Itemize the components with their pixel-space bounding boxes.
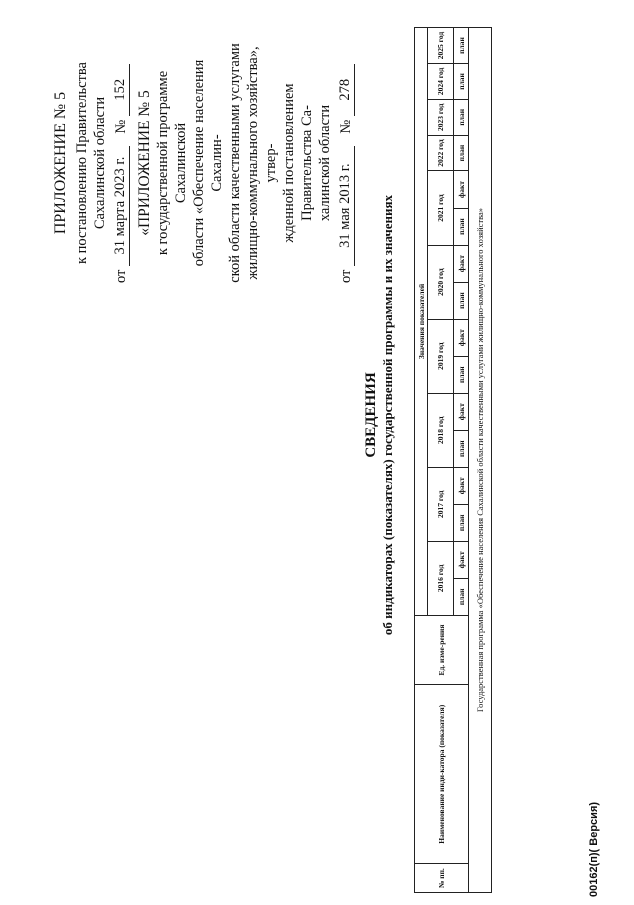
- inner-annex-line-6: халинской области: [317, 104, 333, 222]
- annex-date-line: [111, 43, 130, 283]
- header-year-2023: 2023 год: [428, 99, 454, 135]
- plan-cell: план: [454, 135, 469, 171]
- fact-cell: факт: [454, 467, 469, 504]
- annex-date: 31 марта 2023 г.: [111, 146, 130, 266]
- header-year-2019: 2019 год: [428, 319, 454, 393]
- plan-cell: план: [454, 282, 469, 319]
- header-year-2024: 2024 год: [428, 64, 454, 100]
- plan-cell: план: [454, 99, 469, 135]
- header-no: № пп.: [415, 864, 469, 893]
- annex-ot: от: [113, 269, 129, 283]
- fact-cell: факт: [454, 541, 469, 578]
- fact-cell: факт: [454, 393, 469, 430]
- inner-annex-line-5: жденной постановлением Правительства Са-: [281, 83, 315, 243]
- header-year-2018: 2018 год: [428, 393, 454, 467]
- header-unit: Ед. изме-рения: [415, 615, 469, 684]
- header-year-2016: 2016 год: [428, 541, 454, 615]
- plan-cell: план: [454, 430, 469, 467]
- inner-annex-line-3: ской области качественными услугами: [227, 43, 243, 283]
- table-header-row-1: [415, 28, 428, 893]
- plan-cell: план: [454, 578, 469, 615]
- annex-line-2: Сахалинской области: [92, 96, 108, 230]
- annex-title: ПРИЛОЖЕНИЕ № 5: [52, 91, 69, 235]
- plan-cell: план: [454, 504, 469, 541]
- program-row-text: Государственная программа «Обеспечение населения Сахалинской области качественными услугами жилищно-коммунального хозяйства»: [469, 28, 492, 893]
- header-year-2025: 2025 год: [428, 28, 454, 64]
- fact-cell: факт: [454, 171, 469, 208]
- table-program-row: [469, 28, 492, 893]
- annex-block: [52, 43, 355, 283]
- heading-subtitle: об индикаторах (показателях) государственной программы и их значениях: [380, 194, 395, 636]
- plan-cell: план: [454, 28, 469, 64]
- header-year-2017: 2017 год: [428, 467, 454, 541]
- annex-no-sign: №: [113, 119, 129, 134]
- fact-cell: факт: [454, 245, 469, 282]
- heading-block: [362, 65, 396, 765]
- inner-annex-line-2: области «Обеспечение населения Сахалин-: [191, 59, 225, 267]
- footer-code: 00162(п)( Версия): [588, 801, 600, 897]
- inner-annex-block: [136, 43, 355, 283]
- heading-title: СВЕДЕНИЯ: [363, 372, 379, 458]
- annex-line-1: к постановлению Правительства: [74, 62, 90, 264]
- annex-number: 152: [111, 64, 130, 116]
- inner-annex-no-sign: №: [338, 119, 354, 134]
- indicators-table: [414, 27, 492, 893]
- header-values: Значения показателей: [415, 28, 428, 616]
- inner-annex-number: 278: [336, 64, 355, 116]
- inner-annex-line-4: жилищно-коммунального хозяйства», утвер-: [245, 46, 279, 280]
- header-year-2020: 2020 год: [428, 245, 454, 319]
- plan-cell: план: [454, 64, 469, 100]
- inner-annex-line-1: к государственной программе Сахалинской: [155, 70, 189, 256]
- inner-annex-title: «ПРИЛОЖЕНИЕ № 5: [136, 90, 153, 236]
- inner-annex-date-line: [336, 43, 355, 283]
- header-name: Наименование инди-катора (показателя): [415, 685, 469, 864]
- header-year-2022: 2022 год: [428, 135, 454, 171]
- header-year-2021: 2021 год: [428, 171, 454, 245]
- fact-cell: факт: [454, 319, 469, 356]
- inner-annex-ot: от: [338, 269, 354, 283]
- plan-cell: план: [454, 208, 469, 245]
- plan-cell: план: [454, 356, 469, 393]
- inner-annex-date: 31 мая 2013 г.: [336, 146, 355, 266]
